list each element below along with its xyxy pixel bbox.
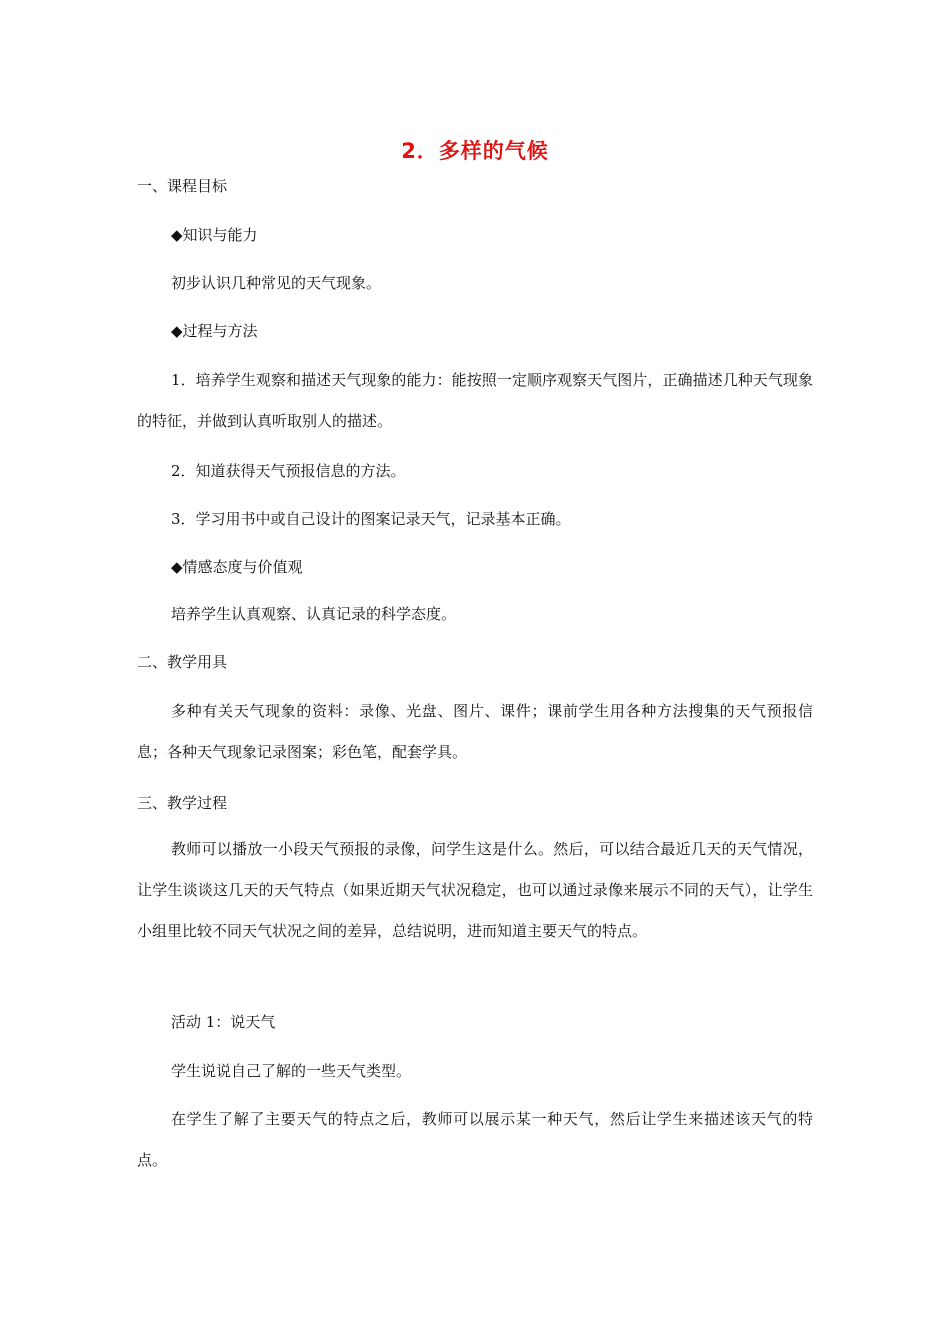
section-heading-goals: 一、课程目标 (137, 177, 228, 195)
process-item-3: 3．学习用书中或自己设计的图案记录天气，记录基本正确。 (171, 510, 571, 528)
subheading-process: ◆过程与方法 (171, 322, 258, 340)
section-heading-tools: 二、教学用具 (137, 653, 228, 671)
activity-1-label: 活动 1：说天气 (171, 1013, 276, 1031)
activity-1-text: 学生说说自己了解的一些天气类型。 (171, 1062, 412, 1080)
subheading-knowledge: ◆知识与能力 (171, 226, 258, 244)
subheading-emotion: ◆情感态度与价值观 (171, 558, 303, 576)
process-intro: 教师可以播放一小段天气预报的录像，问学生这是什么。然后，可以结合最近几天的天气情况，让学生谈谈这几天的天气特点（如果近期天气状况稳定，也可以通过录像来展示不同的天气），让学生小组里比较不同天气状况之间的差异，总结说明，进而知道主要天气的特点。 (137, 840, 813, 940)
document-title: 2．多样的气候 (401, 139, 549, 163)
knowledge-text: 初步认识几种常见的天气现象。 (171, 274, 382, 292)
closing-text: 在学生了解了主要天气的特点之后，教师可以展示某一种天气，然后让学生来描述该天气的特点。 (137, 1110, 813, 1169)
tools-text: 多种有关天气现象的资料：录像、光盘、图片、课件；课前学生用各种方法搜集的天气预报信息；各种天气现象记录图案；彩色笔，配套学具。 (137, 702, 813, 761)
emotion-text: 培养学生认真观察、认真记录的科学态度。 (171, 605, 457, 623)
process-item-2: 2．知道获得天气预报信息的方法。 (171, 462, 406, 480)
process-item-1: 1．培养学生观察和描述天气现象的能力：能按照一定顺序观察天气图片，正确描述几种天气现象的特征，并做到认真听取别人的描述。 (137, 371, 813, 430)
section-heading-process: 三、教学过程 (137, 794, 228, 812)
